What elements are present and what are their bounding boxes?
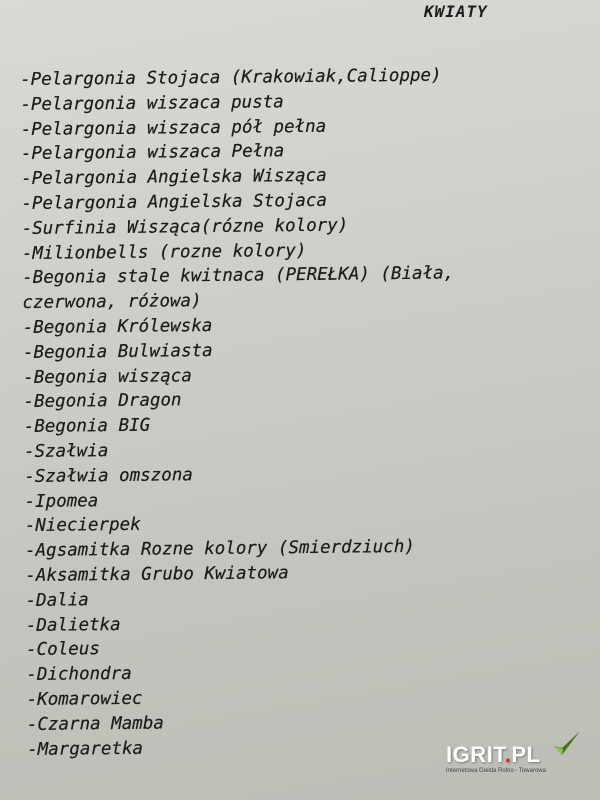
logo-brand-dot: .: [504, 742, 512, 767]
document-title: KWIATY: [424, 2, 488, 21]
list-item: -Pelargonia Stojaca (Krakowiak,Calioppe): [20, 65, 442, 90]
list-item: -Dalia: [25, 590, 89, 611]
list-item: -Coleus: [25, 639, 100, 661]
flower-list: [20, 62, 587, 762]
list-item: -Milionbells (rozne kolory): [21, 240, 307, 264]
list-item: -Pelargonia wiszaca pół pełna: [20, 116, 327, 140]
list-item: -Surfinia Wisząca(rózne kolory): [21, 215, 349, 239]
list-item: -Pelargonia wiszaca Pełna: [20, 141, 285, 165]
list-item: -Szałwia omszona: [24, 464, 193, 487]
logo-wordmark: [446, 742, 540, 768]
list-item: -Dichondra: [26, 663, 132, 686]
list-item: -Begonia BIG: [23, 415, 151, 438]
logo-brand-tld: PL: [511, 742, 541, 767]
list-item: -Begonia stale kwitnaca (PEREŁKA) (Biała, czerwona, różowa): [22, 263, 455, 314]
list-item: -Agsamitka Rozne kolory (Smierdziuch): [24, 537, 415, 562]
logo-brand-main: IGRIT: [446, 742, 505, 767]
list-item: -Pelargonia Angielska Wisząca: [21, 165, 327, 190]
list-item: -Margaretka: [27, 738, 144, 760]
list-item: -Dalietka: [25, 614, 121, 636]
list-item: -Begonia Królewska: [22, 315, 213, 338]
list-item: -Pelargonia wiszaca pusta: [20, 92, 284, 115]
logo-tagline: Internetowa Giełda Rolno - Towarowa: [446, 768, 546, 774]
list-item: -Komarowiec: [26, 688, 143, 710]
igrit-watermark-logo: [442, 728, 582, 780]
list-item: -Begonia Dragon: [23, 390, 182, 413]
list-item: -Czarna Mamba: [26, 713, 164, 735]
list-item: -Begonia Bulwiasta: [22, 340, 213, 363]
list-item: -Szałwia: [23, 441, 109, 462]
list-item: -Aksamitka Grubo Kwiatowa: [25, 563, 289, 586]
list-item: -Pelargonia Angielska Stojaca: [21, 190, 328, 214]
list-item: -Niecierpek: [24, 515, 141, 537]
green-checkmark-icon: [550, 728, 582, 760]
list-item: -Begonia wisząca: [23, 365, 192, 388]
list-item: -Ipomea: [24, 490, 99, 512]
